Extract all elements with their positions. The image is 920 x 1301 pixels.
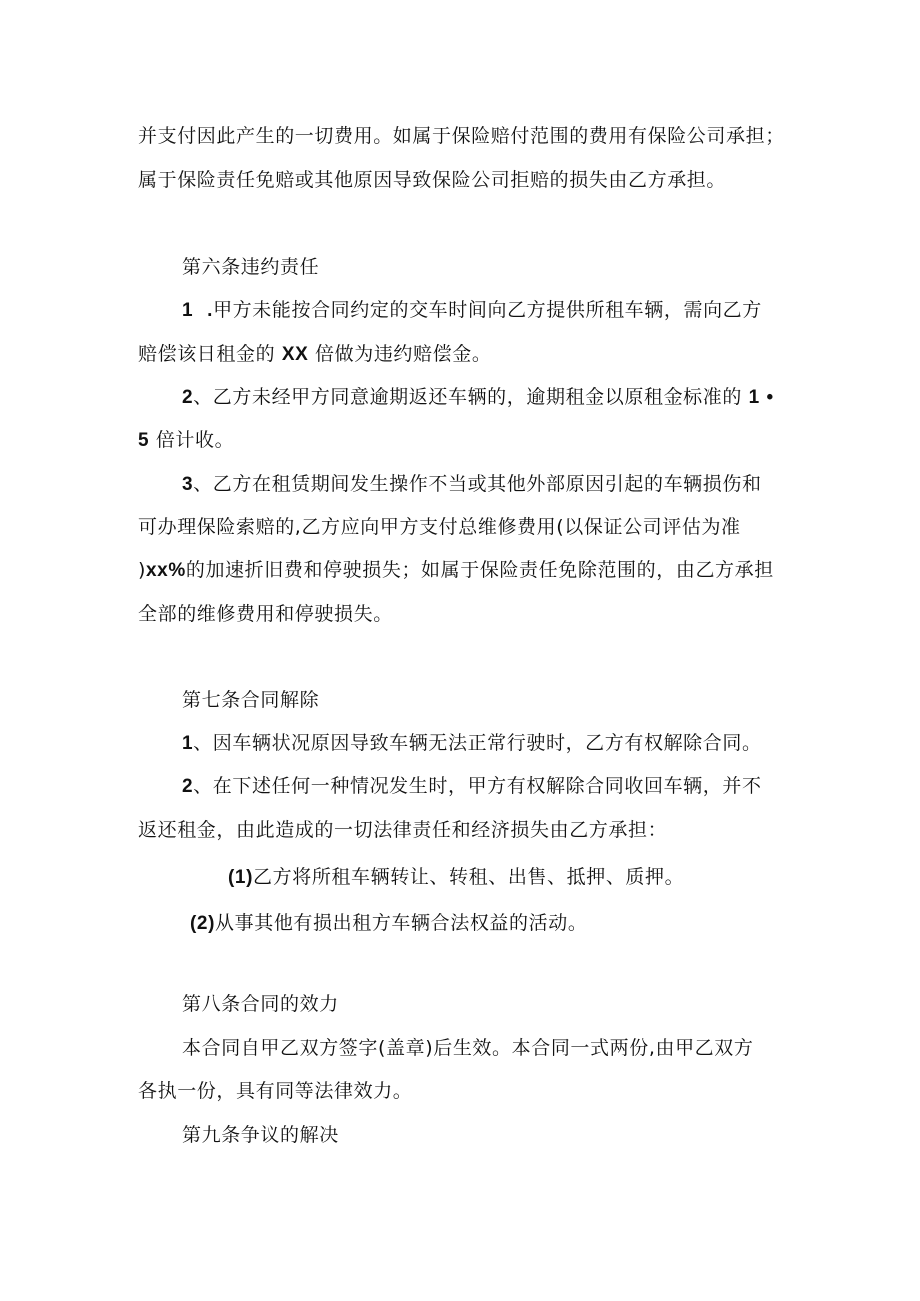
section-heading-8 bbox=[182, 992, 339, 1016]
line-text: 、乙方在租赁期间发生操作不当或其他外部原因引起的车辆损伤和 bbox=[193, 473, 762, 495]
clause-7-2 bbox=[182, 774, 762, 799]
paragraph-line bbox=[138, 342, 491, 367]
clause-number: 3 bbox=[182, 474, 194, 495]
clause-6-1 bbox=[182, 298, 762, 323]
section-heading-6 bbox=[182, 255, 319, 279]
line-text: 可办理保险索赔的,乙方应向甲方支付总维修费用(以保证公司评估为准 bbox=[138, 516, 741, 538]
line-text: 、因车辆状况原因导致车辆无法正常行驶时，乙方有权解除合同。 bbox=[193, 732, 762, 754]
paragraph-line bbox=[138, 168, 726, 192]
paragraph-line bbox=[138, 558, 774, 583]
inline-value: xx% bbox=[146, 560, 186, 581]
heading-text: 第九条争议的解决 bbox=[182, 1124, 339, 1146]
inline-value: • bbox=[766, 387, 774, 408]
line-text: 全部的维修费用和停驶损失。 bbox=[138, 603, 393, 625]
item-marker: (1) bbox=[228, 867, 254, 888]
section-heading-9 bbox=[182, 1123, 339, 1147]
clause-dot: . bbox=[207, 300, 214, 321]
paragraph-line bbox=[138, 818, 667, 842]
line-text: 、乙方未经甲方同意逾期返还车辆的，逾期租金以原租金标准的 bbox=[193, 386, 742, 408]
line-text: 倍计收。 bbox=[155, 429, 235, 451]
line-text: 属于保险责任免赔或其他原因导致保险公司拒赔的损失由乙方承担。 bbox=[138, 169, 727, 191]
clause-number: 1 bbox=[182, 733, 194, 754]
inline-value: XX bbox=[281, 344, 309, 365]
line-text: ) bbox=[138, 559, 147, 581]
line-text: 返还租金，由此造成的一切法律责任和经济损失由乙方承担： bbox=[138, 819, 668, 841]
line-text: 、在下述任何一种情况发生时，甲方有权解除合同收回车辆，并不 bbox=[193, 775, 762, 797]
paragraph-line bbox=[138, 1079, 412, 1103]
clause-6-2 bbox=[182, 385, 774, 410]
line-text: 赔偿该日租金的 bbox=[138, 343, 276, 365]
inline-value: 5 bbox=[138, 430, 150, 451]
paragraph-line bbox=[182, 1036, 753, 1060]
line-text: 各执一份，具有同等法律效力。 bbox=[138, 1080, 413, 1102]
line-text: 从事其他有损出租方车辆合法权益的活动。 bbox=[215, 912, 588, 934]
inline-value: 1 bbox=[748, 387, 760, 408]
line-text: 乙方将所租车辆转让、转租、出售、抵押、质押。 bbox=[253, 866, 685, 888]
sub-item-1 bbox=[228, 865, 684, 890]
section-heading-7 bbox=[182, 688, 319, 712]
line-text: 甲方未能按合同约定的交车时间向乙方提供所租车辆，需向乙方 bbox=[213, 299, 762, 321]
heading-text: 第八条合同的效力 bbox=[182, 993, 339, 1015]
paragraph-line bbox=[138, 428, 234, 453]
line-text: 倍做为违约赔偿金。 bbox=[315, 343, 492, 365]
paragraph-line bbox=[138, 602, 393, 626]
heading-text: 第七条合同解除 bbox=[182, 689, 320, 711]
clause-number: 1 bbox=[182, 300, 194, 321]
sub-item-2 bbox=[190, 911, 587, 936]
line-text: 本合同自甲乙双方签字(盖章)后生效。本合同一式两份,由甲乙双方 bbox=[182, 1037, 754, 1059]
clause-7-1 bbox=[182, 731, 762, 756]
paragraph-line bbox=[138, 124, 785, 148]
clause-6-3 bbox=[182, 472, 762, 497]
clause-number: 2 bbox=[182, 387, 194, 408]
clause-number: 2 bbox=[182, 776, 194, 797]
line-text: 的加速折旧费和停驶损失；如属于保险责任免除范围的，由乙方承担 bbox=[185, 559, 774, 581]
item-marker: (2) bbox=[190, 913, 216, 934]
line-text: 并支付因此产生的一切费用。如属于保险赔付范围的费用有保险公司承担； bbox=[138, 125, 785, 147]
paragraph-line bbox=[138, 515, 741, 539]
heading-text: 第六条违约责任 bbox=[182, 256, 320, 278]
